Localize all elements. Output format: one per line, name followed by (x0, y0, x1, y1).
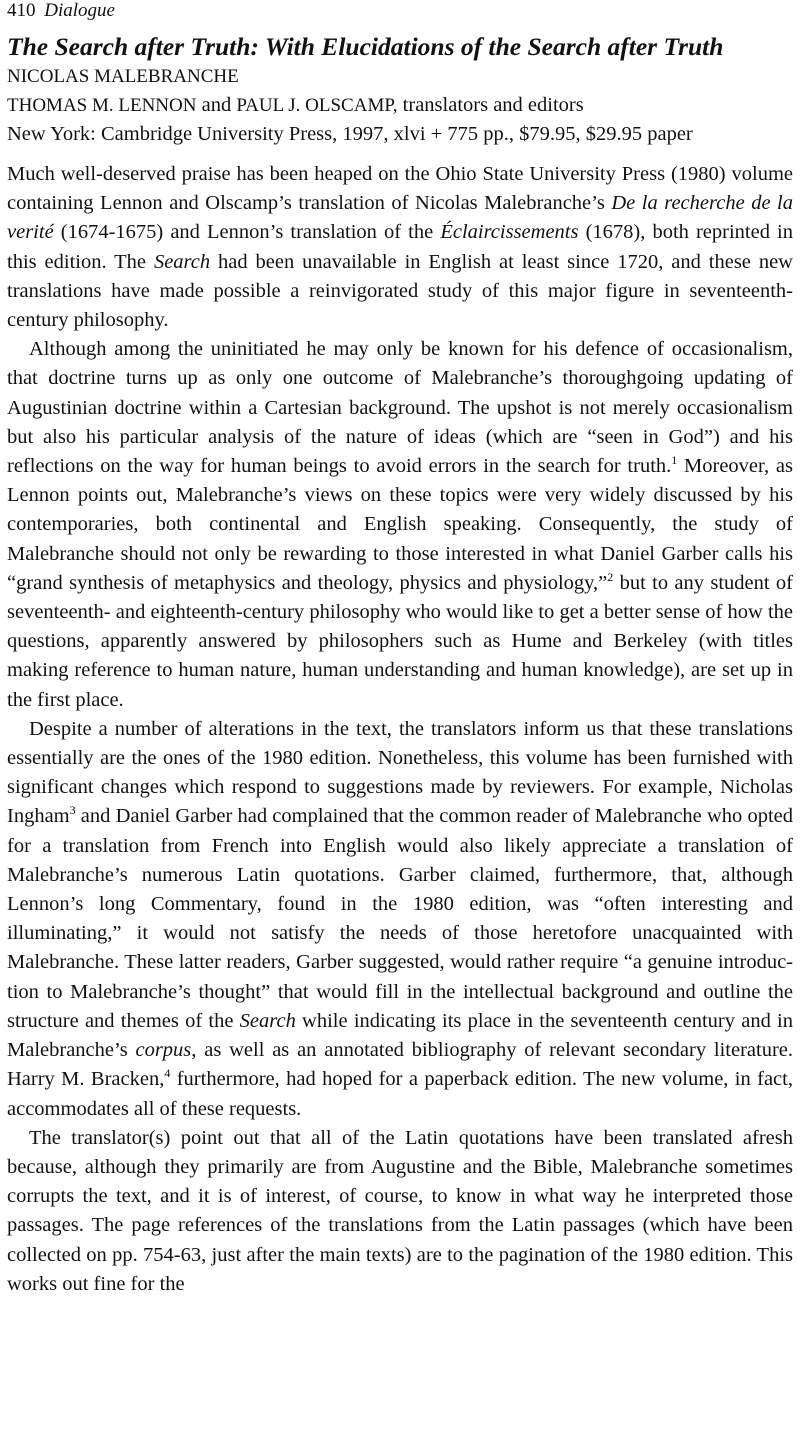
page-number: 410 (7, 0, 36, 21)
page (7, 0, 793, 1299)
translator-lennon: THOMAS M. LENNON (7, 95, 197, 116)
paragraph-4: The translator(s) point out that all of the Latin quotations have been translated afresh because, although they primarily are from Augustine and the Bible, Malebranche sometimes corrupts the text, and it is of interest, of course, to know in what way he interpreted those passages. The page references of the translations from the Latin passages (which have been collected on pp. 754-63, just after the main texts) are to the pagination of the 1980 edition. This works out fine for the (7, 1126, 793, 1295)
book-title: The Search after Truth: With Elucidations of the Search after Truth (7, 32, 724, 61)
footnote-ref-3: 3 (69, 803, 76, 818)
review-body (7, 160, 793, 1299)
book-author: NICOLAS MALEBRANCHE (7, 66, 239, 87)
journal-name: Dialogue (44, 0, 115, 21)
paragraph-1: Much well-deserved praise has been heaped on the Ohio State University Press (1980) volume containing Lennon and Olscamp’s translation of Nicolas Malebranche’s De la recherche de la verité (1674-1675) and Lennon’s translation of the Éclaircissements (1678), both reprinted in this edition. The Search had been unavailable in English at least since 1720, and these new translations have made possible a reinvigorated study of this major figure in seventeenth-century philosophy. (7, 163, 794, 332)
footnote-ref-1: 1 (671, 453, 678, 468)
paragraph-3: Despite a number of alterations in the text, the translators inform us that these translations essentially are the ones of the 1980 edition. Nonetheless, this volume has been furnished with significant changes which respond to suggestions made by reviewers. For example, Nicholas Ingham$^3$ and Daniel Garber had complained that the common reader of Malebranche who opted for a translation from French into English would also likely appreciate a translation of Malebranche’s numerous Latin quotations. Garber claimed, furthermore, that, although Lennon’s long Commentary, found in the 1980 edition, was “often interesting and illuminating,” it would not satisfy the needs of those heretofore unacquainted with Malebranche. These latter readers, Garber suggested, would rather require “a genuine introduction to Malebranche’s thought” that would fill in the intellectual background and outline the structure and themes of the Search while indicating its place in the seventeenth century and in Malebranche’s corpus, as well as an annotated bibliography of relevant secondary literature. Harry M. Bracken,$^4$ furthermore, had hoped for a paperback edition. The new volume, in fact, accommodates all of these requests. (7, 717, 794, 1120)
footnote-ref-2: 2 (607, 570, 614, 585)
footnote-ref-4: 4 (164, 1066, 171, 1081)
running-head (7, 0, 793, 22)
book-translators (7, 91, 793, 120)
paragraph-2: Although among the uninitiated he may only be known for his defence of occasionalism, that doctrine turns up as only one outcome of Malebranche’s thoroughgoing updating of Augustinian doctrine within a Cartesian background. The upshot is not merely occasionalism but also his particular analysis of the nature of ideas (which are “seen in God”) and his reflections on the way for human beings to avoid errors in the search for truth.$^1$ Moreover, as Lennon points out, Malebranche’s views on these topics were very widely discussed by his contemporaries, both continental and English speaking. Consequently, the study of Malebranche should not only be rewarding to those interested in what Daniel Garber calls his “grand synthesis of metaphysics and theology, physics and physiology,”$^2$ but to any student of seventeenth- and eighteenth-century philosophy who would like to get a better sense of how the questions, apparently answered by philosophers such as Hume and Berkeley (with titles making reference to human nature, human understanding and human knowledge), are set up in the first place. (7, 338, 793, 711)
translators-and: and (201, 94, 232, 116)
translator-olscamp: PAUL J. OLSCAMP, (236, 95, 398, 116)
translators-role: translators and editors (402, 94, 584, 116)
publication-info: New York: Cambridge University Press, 1997, xlvi + 775 pp., $79.95, $29.95 paper (7, 123, 693, 145)
